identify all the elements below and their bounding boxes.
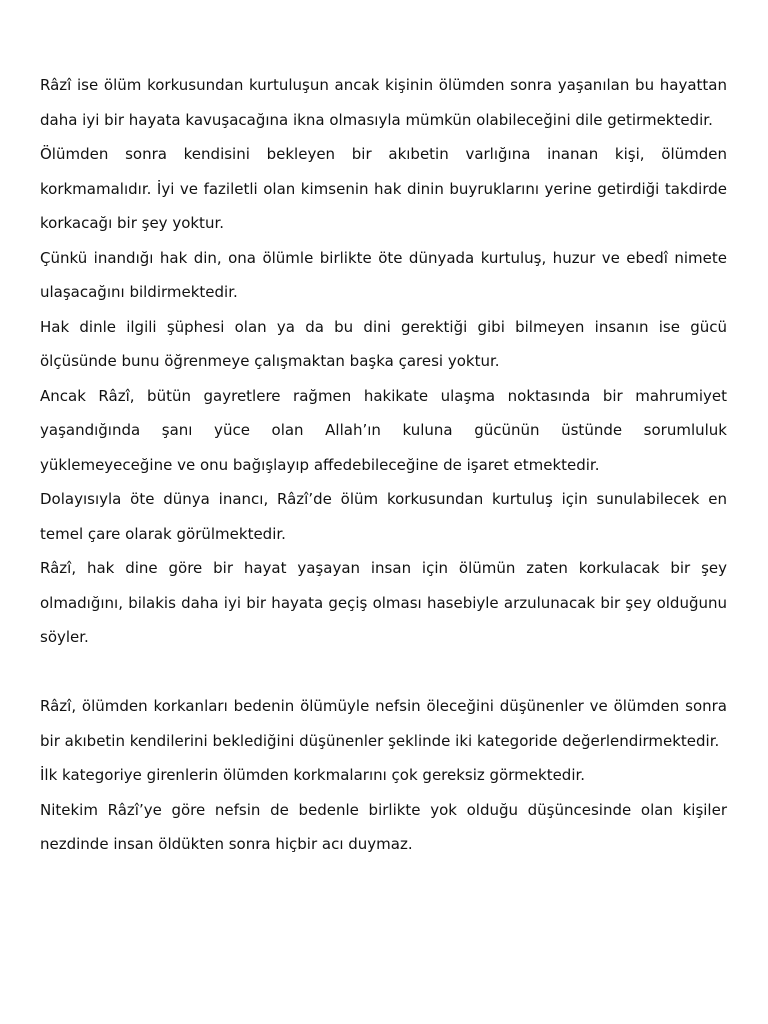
paragraph-6: Dolayısıyla öte dünya inancı, Râzî’de ölüm korkusundan kurtuluş için sunulabilecek en temel çare olarak görülmektedir. [40, 490, 727, 543]
paragraph-2: Ölümden sonra kendisini bekleyen bir akıbetin varlığına inanan kişi, ölümden korkmamalıdır. İyi ve faziletli olan kimsenin hak dinin buyruklarını yerine getirdiği takdirde korkacağı bir şey yoktur. [40, 145, 727, 232]
paragraph-4: Hak dinle ilgili şüphesi olan ya da bu dini gerektiği gibi bilmeyen insanın ise gücü ölçüsünde bunu öğrenmeye çalışmaktan başka çaresi yoktur. [40, 317, 727, 370]
document-body [40, 68, 727, 862]
paragraph-7: Râzî, hak dine göre bir hayat yaşayan insan için ölümün zaten korkulacak bir şey olmadığını, bilakis daha iyi bir hayata geçiş olması hasebiyle arzulunacak bir şey olduğunu söyler. [40, 559, 727, 646]
paragraph-3: Çünkü inandığı hak din, ona ölümle birlikte öte dünyada kurtuluş, huzur ve ebedî nimete ulaşacağını bildirmektedir. [40, 248, 727, 301]
paragraph-9: İlk kategoriye girenlerin ölümden korkmalarını çok gereksiz görmektedir. [40, 766, 586, 784]
paragraph-5: Ancak Râzî, bütün gayretlere rağmen hakikate ulaşma noktasında bir mahrumiyet yaşandığında şanı yüce olan Allah’ın kuluna gücünün üstünde sorumluluk yüklemeyeceğine ve onu bağışlayıp affedebileceğine de işaret etmektedir. [40, 386, 727, 474]
paragraph-8: Râzî, ölümden korkanları bedenin ölümüyle nefsin öleceğini düşünenler ve ölümden sonra bir akıbetin kendilerini beklediğini düşünenler şeklinde iki kategoride değerlendirmektedir. [40, 697, 727, 750]
paragraph-1: Râzî ise ölüm korkusundan kurtuluşun ancak kişinin ölümden sonra yaşanılan bu hayattan daha iyi bir hayata kavuşacağına ikna olmasıyla mümkün olabileceğini dile getirmektedir. [40, 76, 727, 129]
paragraph-10: Nitekim Râzî’ye göre nefsin de bedenle birlikte yok olduğu düşüncesinde olan kişiler nezdinde insan öldükten sonra hiçbir acı duymaz. [40, 800, 727, 853]
blank-line [40, 655, 727, 690]
